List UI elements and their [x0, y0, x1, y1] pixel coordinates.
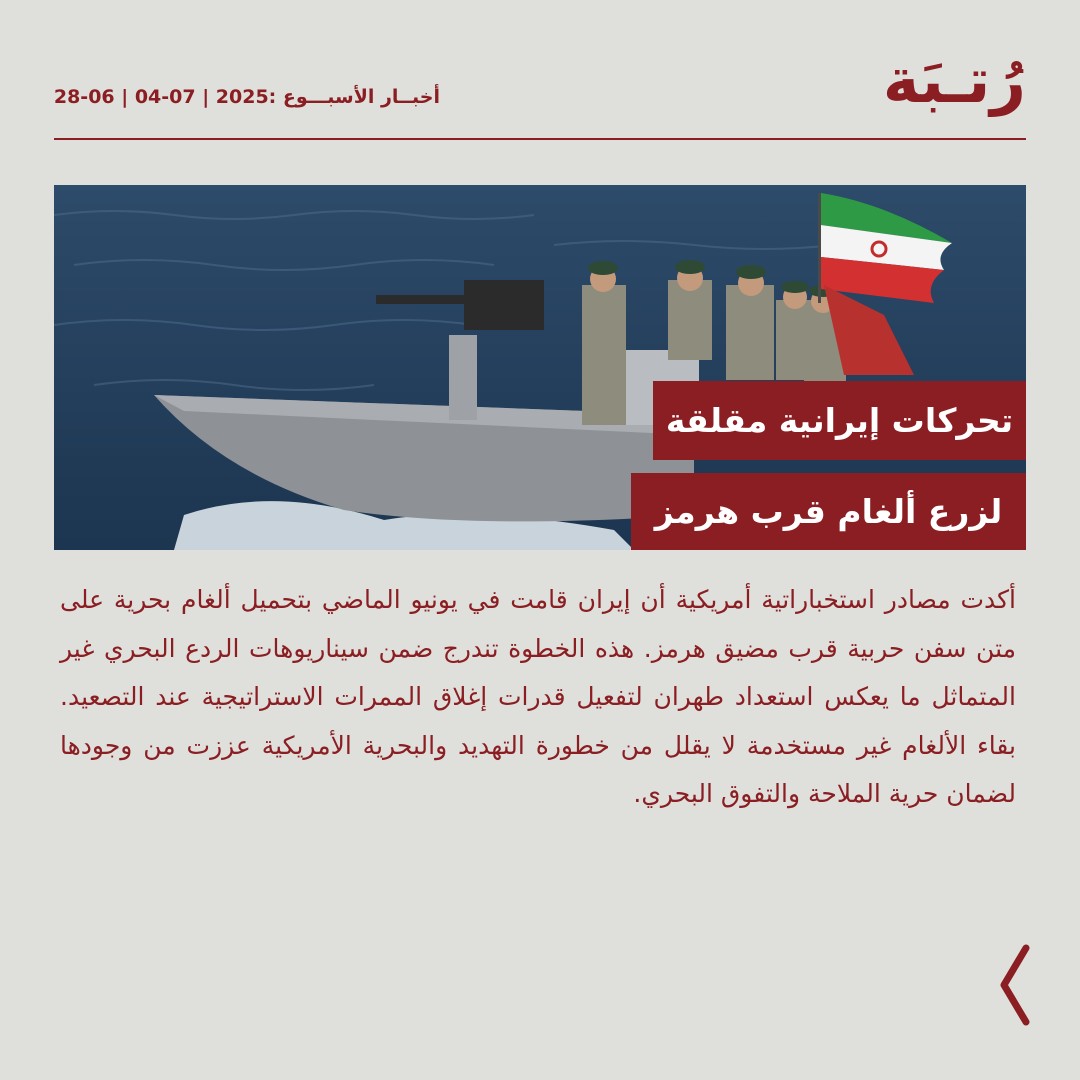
- headline-line-1: تحركات إيرانية مقلقة: [653, 381, 1026, 460]
- chevron-left-icon[interactable]: [996, 944, 1032, 1026]
- headline-line-2: لزرع ألغام قرب هرمز: [631, 473, 1026, 550]
- header-rule: [54, 138, 1026, 140]
- week-date-line: أخبــار الأسبـــوع :2025 | 07-04 | 06-28: [53, 86, 440, 108]
- article-body: أكدت مصادر استخباراتية أمريكية أن إيران قامت في يونيو الماضي بتحميل ألغام بحرية على متن سفن حربية قرب مضيق هرمز. هذه الخطوة تندرج ضمن سيناريوهات الردع البحري غير المتماثل ما يعكس استعداد طهران لتفعيل قدرات إغلاق الممرات الاستراتيجية عند التصعيد. بقاء الألغام غير مستخدمة لا يقلل من خطورة التهديد والبحرية الأمريكية عززت من وجودها لضمان حرية الملاحة والتفوق البحري.: [60, 585, 1016, 808]
- brand-logo: رُتـبَة: [882, 44, 1026, 117]
